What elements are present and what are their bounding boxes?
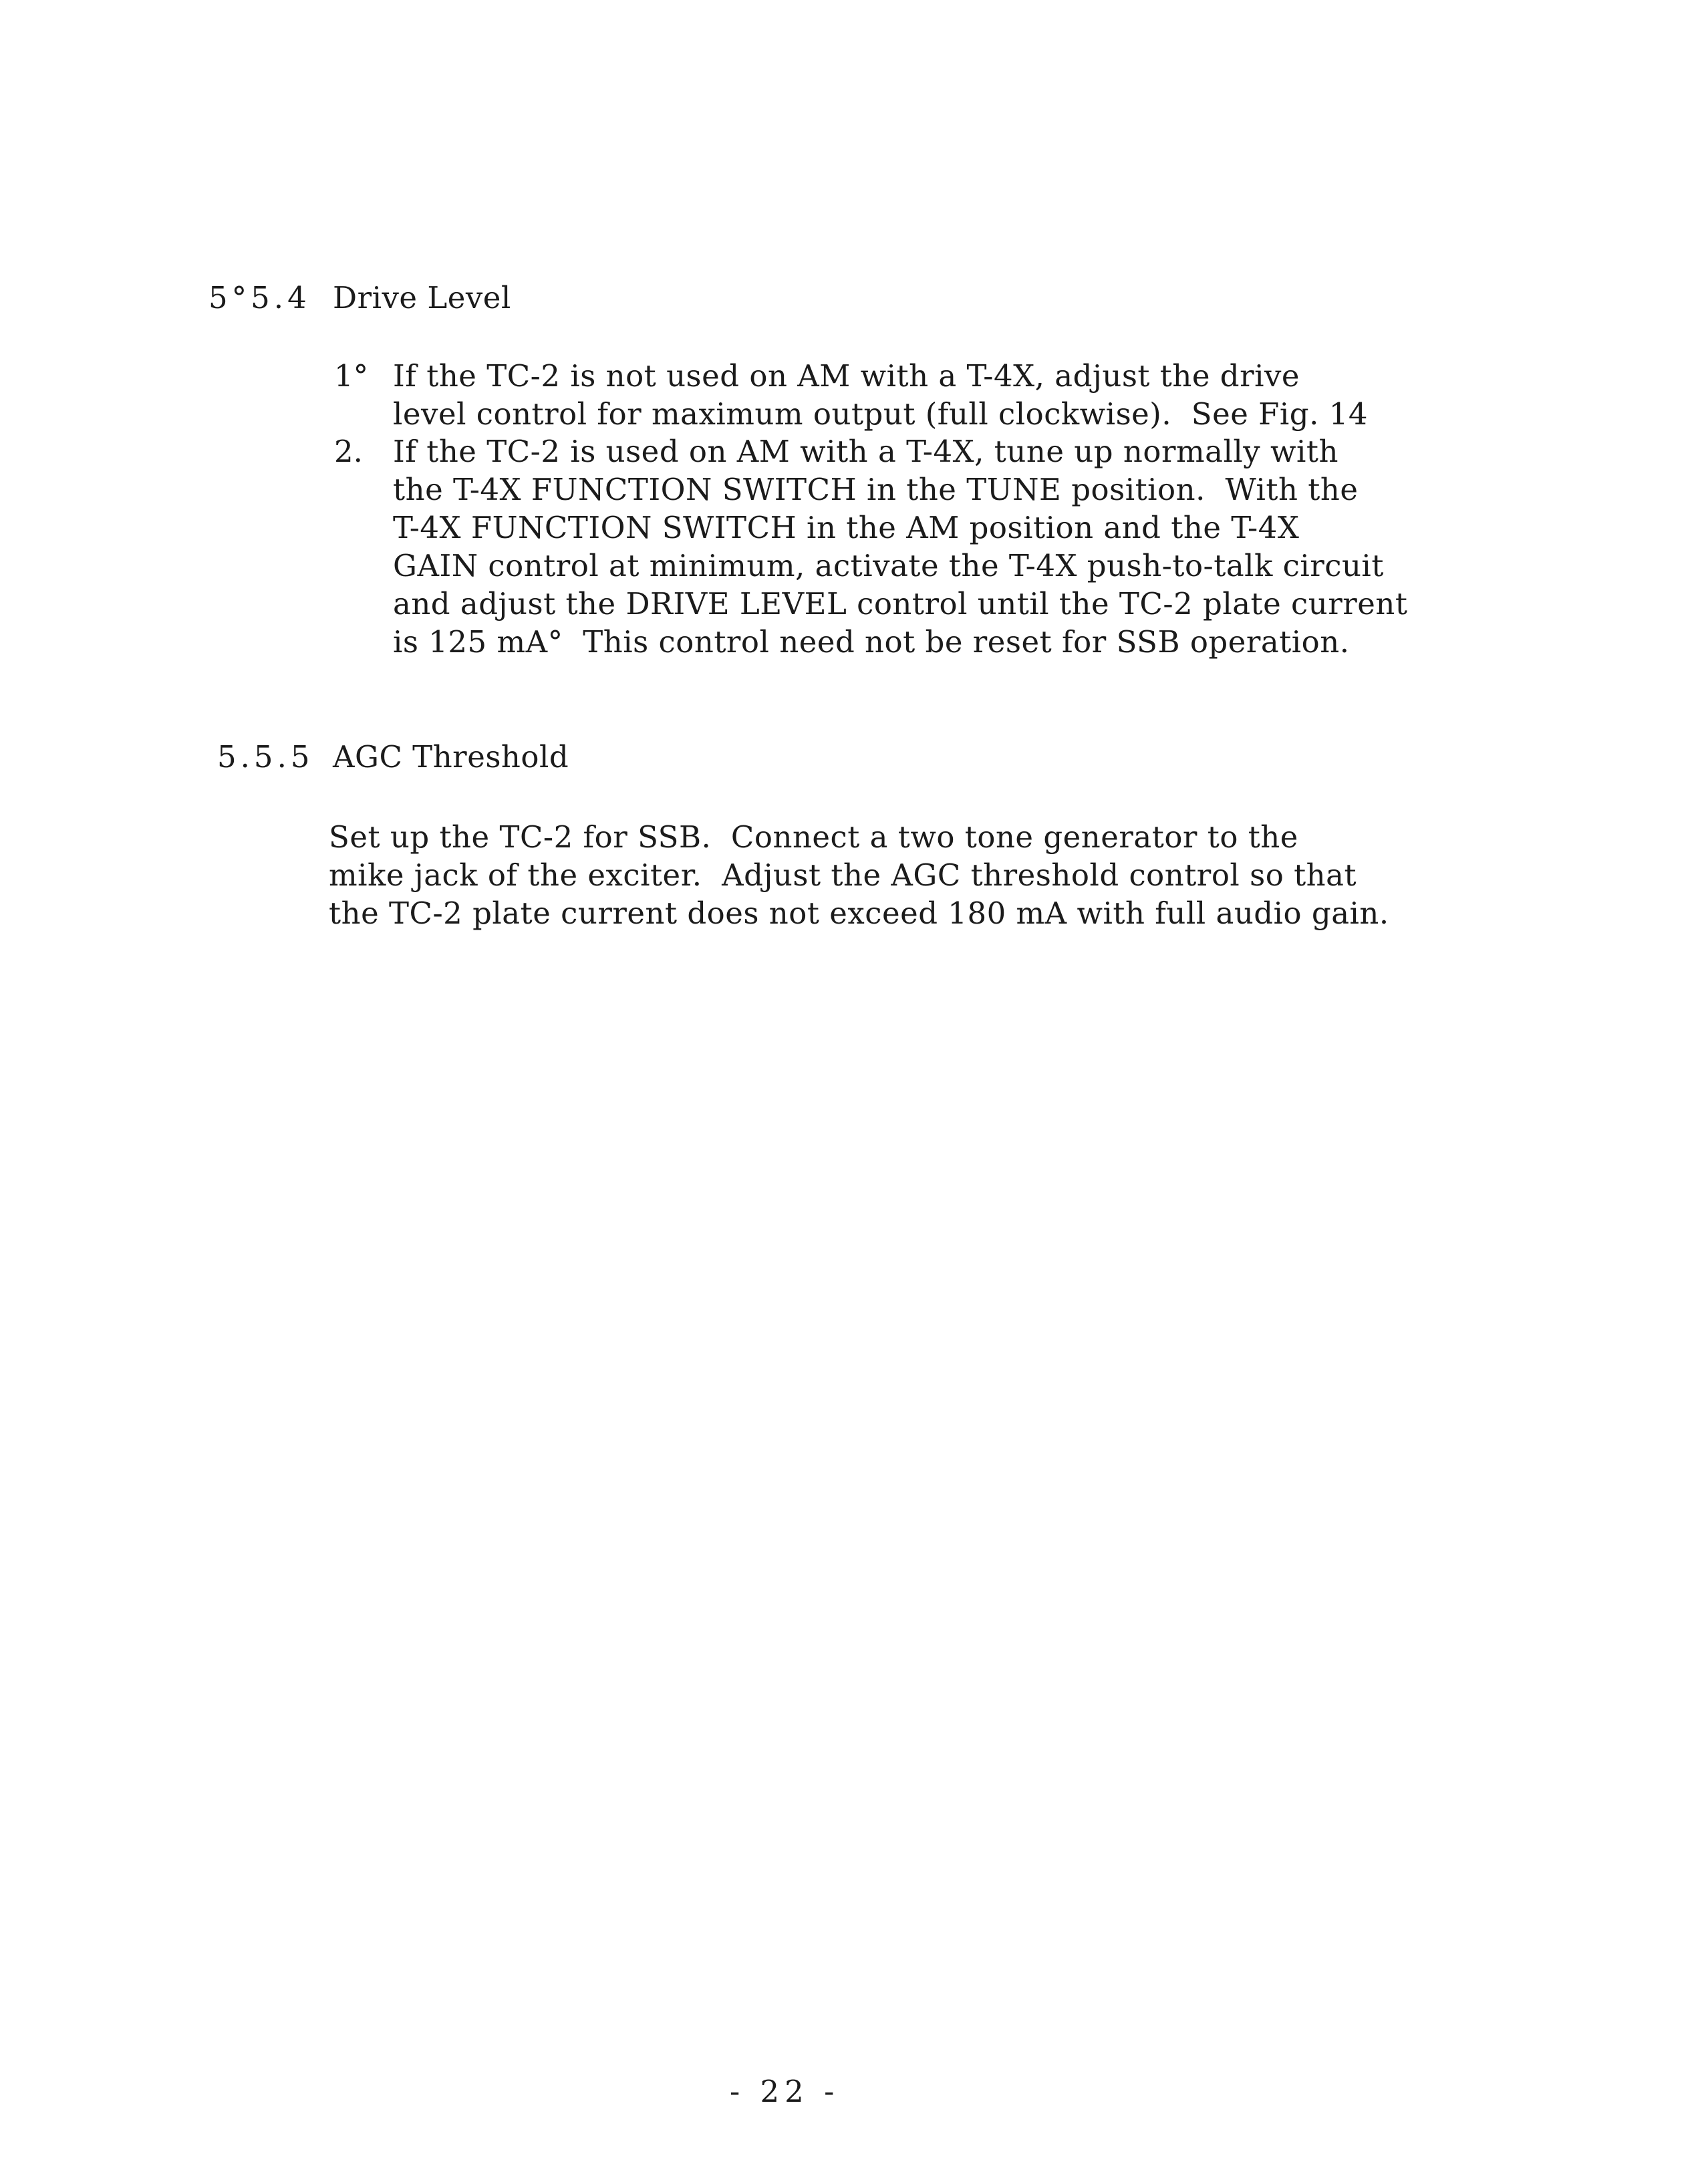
list-item-line: level control for maximum output (full clockwise). See Fig. 14 [393, 396, 1368, 432]
paragraph-line: the TC-2 plate current does not exceed 180 mA with full audio gain. [329, 896, 1389, 931]
paragraph-line: Set up the TC-2 for SSB. Connect a two tone generator to the [329, 819, 1298, 855]
list-item-line: is 125 mA° This control need not be reset for SSB operation. [393, 624, 1350, 660]
list-item-line: If the TC-2 is used on AM with a T-4X, tune up normally with [393, 434, 1338, 469]
list-item-number: 2. [334, 434, 363, 469]
section-title: AGC Threshold [333, 739, 569, 775]
section-title: Drive Level [333, 280, 511, 315]
paragraph-line: mike jack of the exciter. Adjust the AGC threshold control so that [329, 857, 1357, 893]
page-number: - 22 - [730, 2074, 840, 2109]
list-item-number: 1° [334, 358, 369, 394]
list-item-line: T-4X FUNCTION SWITCH in the AM position and the T-4X [393, 510, 1300, 545]
list-item-line: the T-4X FUNCTION SWITCH in the TUNE position. With the [393, 472, 1359, 507]
list-item-line: If the TC-2 is not used on AM with a T-4X, adjust the drive [393, 358, 1300, 394]
section-number: 5.5.5 [217, 739, 314, 775]
list-item-line: and adjust the DRIVE LEVEL control until the TC-2 plate current [393, 586, 1408, 622]
list-item-line: GAIN control at minimum, activate the T-4X push-to-talk circuit [393, 548, 1384, 583]
section-number: 5°5.4 [208, 280, 311, 315]
